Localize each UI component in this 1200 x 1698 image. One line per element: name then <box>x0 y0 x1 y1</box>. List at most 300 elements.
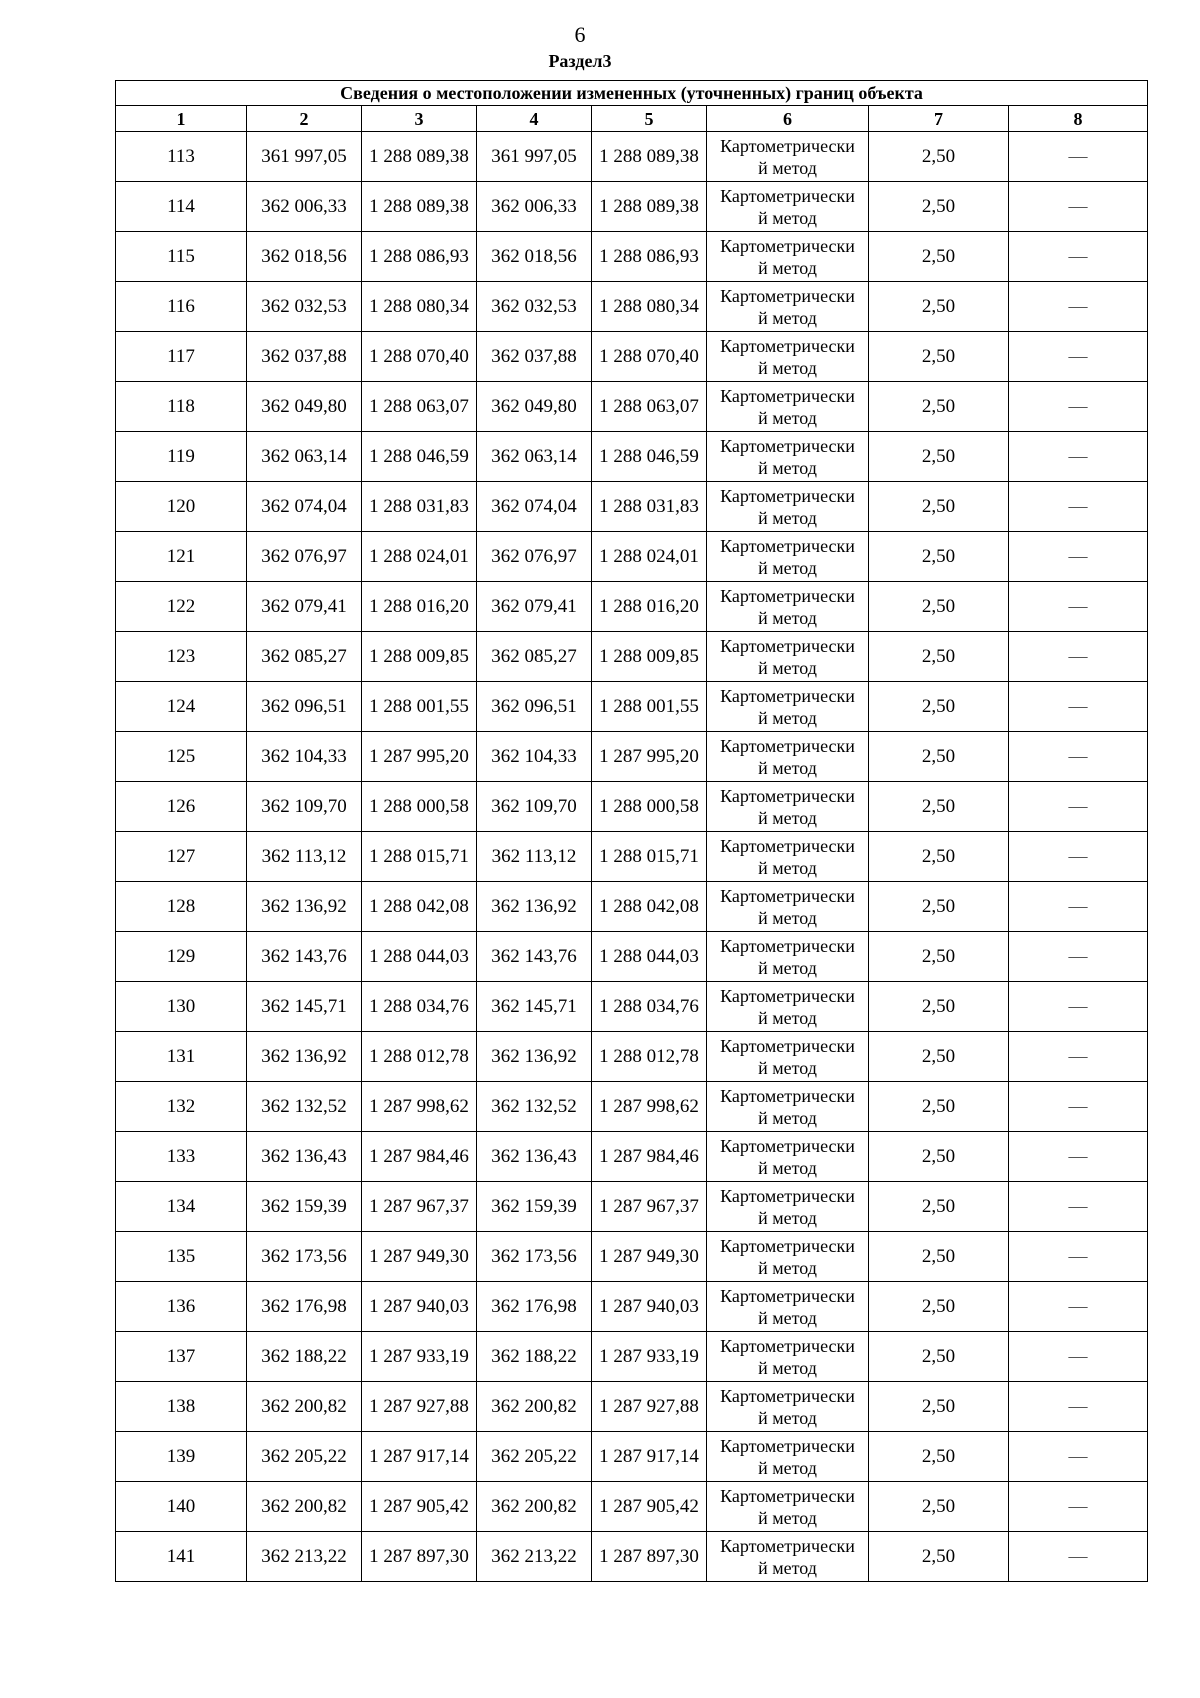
page-number: 6 <box>574 22 586 47</box>
table-row <box>116 532 1148 582</box>
note-cell: — <box>1009 732 1148 782</box>
method-line-1: Картометрически <box>720 1135 855 1156</box>
method-cell <box>707 232 869 282</box>
x-old-cell: 362 145,71 <box>247 982 362 1032</box>
method-line-1: Картометрически <box>720 235 855 256</box>
method-line-2: й метод <box>758 907 817 928</box>
x-old-cell: 362 188,22 <box>247 1332 362 1382</box>
point-number-cell: 130 <box>116 982 247 1032</box>
y-old-cell: 1 288 080,34 <box>362 282 477 332</box>
x-old-cell: 362 143,76 <box>247 932 362 982</box>
method-line-1: Картометрически <box>720 1285 855 1306</box>
table-caption: Сведения о местоположении измененных (уточненных) границ объекта <box>116 81 1148 106</box>
x-old-cell: 362 200,82 <box>247 1482 362 1532</box>
point-number-cell: 119 <box>116 432 247 482</box>
accuracy-cell: 2,50 <box>869 1082 1009 1132</box>
method-line-1: Картометрически <box>720 585 855 606</box>
x-new-cell: 362 049,80 <box>477 382 592 432</box>
x-old-cell: 362 173,56 <box>247 1232 362 1282</box>
method-line-2: й метод <box>758 307 817 328</box>
y-old-cell: 1 288 044,03 <box>362 932 477 982</box>
column-number: 3 <box>362 106 477 132</box>
y-new-cell: 1 287 949,30 <box>592 1232 707 1282</box>
column-numbers-row <box>116 106 1148 132</box>
method-line-2: й метод <box>758 757 817 778</box>
method-line-1: Картометрически <box>720 1485 855 1506</box>
y-new-cell: 1 288 015,71 <box>592 832 707 882</box>
method-cell <box>707 1282 869 1332</box>
note-cell: — <box>1009 1482 1148 1532</box>
note-cell: — <box>1009 1532 1148 1582</box>
method-line-1: Картометрически <box>720 735 855 756</box>
y-old-cell: 1 288 000,58 <box>362 782 477 832</box>
table-row <box>116 782 1148 832</box>
point-number-cell: 114 <box>116 182 247 232</box>
y-new-cell: 1 288 070,40 <box>592 332 707 382</box>
table-body <box>116 132 1148 1582</box>
point-number-cell: 139 <box>116 1432 247 1482</box>
method-line-1: Картометрически <box>720 335 855 356</box>
y-old-cell: 1 287 917,14 <box>362 1432 477 1482</box>
method-cell <box>707 482 869 532</box>
point-number-cell: 123 <box>116 632 247 682</box>
y-new-cell: 1 287 984,46 <box>592 1132 707 1182</box>
note-cell: — <box>1009 1232 1148 1282</box>
y-new-cell: 1 287 927,88 <box>592 1382 707 1432</box>
x-old-cell: 361 997,05 <box>247 132 362 182</box>
point-number-cell: 131 <box>116 1032 247 1082</box>
table-row <box>116 732 1148 782</box>
method-cell <box>707 1132 869 1182</box>
coordinates-table <box>115 80 1148 1582</box>
method-line-2: й метод <box>758 157 817 178</box>
note-cell: — <box>1009 832 1148 882</box>
point-number-cell: 127 <box>116 832 247 882</box>
point-number-cell: 138 <box>116 1382 247 1432</box>
x-new-cell: 362 176,98 <box>477 1282 592 1332</box>
x-old-cell: 362 037,88 <box>247 332 362 382</box>
note-cell: — <box>1009 532 1148 582</box>
x-new-cell: 362 173,56 <box>477 1232 592 1282</box>
x-new-cell: 362 063,14 <box>477 432 592 482</box>
point-number-cell: 113 <box>116 132 247 182</box>
y-old-cell: 1 288 089,38 <box>362 132 477 182</box>
accuracy-cell: 2,50 <box>869 932 1009 982</box>
table-row <box>116 282 1148 332</box>
note-cell: — <box>1009 682 1148 732</box>
x-new-cell: 362 200,82 <box>477 1382 592 1432</box>
accuracy-cell: 2,50 <box>869 882 1009 932</box>
x-old-cell: 362 006,33 <box>247 182 362 232</box>
table-row <box>116 1232 1148 1282</box>
accuracy-cell: 2,50 <box>869 832 1009 882</box>
method-line-1: Картометрически <box>720 785 855 806</box>
column-number: 8 <box>1009 106 1148 132</box>
y-new-cell: 1 288 000,58 <box>592 782 707 832</box>
y-old-cell: 1 287 949,30 <box>362 1232 477 1282</box>
method-line-2: й метод <box>758 1257 817 1278</box>
point-number-cell: 122 <box>116 582 247 632</box>
y-new-cell: 1 288 046,59 <box>592 432 707 482</box>
accuracy-cell: 2,50 <box>869 1482 1009 1532</box>
column-number: 4 <box>477 106 592 132</box>
method-cell <box>707 1182 869 1232</box>
accuracy-cell: 2,50 <box>869 1132 1009 1182</box>
note-cell: — <box>1009 382 1148 432</box>
method-cell <box>707 282 869 332</box>
y-old-cell: 1 287 933,19 <box>362 1332 477 1382</box>
x-new-cell: 362 145,71 <box>477 982 592 1032</box>
method-line-1: Картометрически <box>720 1435 855 1456</box>
x-new-cell: 362 006,33 <box>477 182 592 232</box>
y-new-cell: 1 287 998,62 <box>592 1082 707 1132</box>
y-old-cell: 1 288 089,38 <box>362 182 477 232</box>
y-old-cell: 1 288 070,40 <box>362 332 477 382</box>
method-line-1: Картометрически <box>720 1035 855 1056</box>
y-old-cell: 1 287 940,03 <box>362 1282 477 1332</box>
method-cell <box>707 1432 869 1482</box>
x-old-cell: 362 213,22 <box>247 1532 362 1582</box>
x-old-cell: 362 085,27 <box>247 632 362 682</box>
table-row <box>116 1182 1148 1232</box>
table-row <box>116 682 1148 732</box>
x-new-cell: 362 079,41 <box>477 582 592 632</box>
point-number-cell: 120 <box>116 482 247 532</box>
y-old-cell: 1 288 001,55 <box>362 682 477 732</box>
y-old-cell: 1 288 016,20 <box>362 582 477 632</box>
y-new-cell: 1 288 086,93 <box>592 232 707 282</box>
method-cell <box>707 432 869 482</box>
y-new-cell: 1 287 995,20 <box>592 732 707 782</box>
point-number-cell: 132 <box>116 1082 247 1132</box>
note-cell: — <box>1009 582 1148 632</box>
table-row <box>116 1432 1148 1482</box>
x-old-cell: 362 136,43 <box>247 1132 362 1182</box>
table-row <box>116 332 1148 382</box>
y-new-cell: 1 288 042,08 <box>592 882 707 932</box>
x-old-cell: 362 104,33 <box>247 732 362 782</box>
method-cell <box>707 1482 869 1532</box>
accuracy-cell: 2,50 <box>869 282 1009 332</box>
note-cell: — <box>1009 632 1148 682</box>
method-cell <box>707 932 869 982</box>
y-new-cell: 1 288 080,34 <box>592 282 707 332</box>
table-row <box>116 1282 1148 1332</box>
x-old-cell: 362 205,22 <box>247 1432 362 1482</box>
method-cell <box>707 382 869 432</box>
method-line-2: й метод <box>758 957 817 978</box>
y-old-cell: 1 287 984,46 <box>362 1132 477 1182</box>
y-new-cell: 1 288 034,76 <box>592 982 707 1032</box>
table-row <box>116 982 1148 1032</box>
y-old-cell: 1 287 998,62 <box>362 1082 477 1132</box>
point-number-cell: 135 <box>116 1232 247 1282</box>
method-cell <box>707 832 869 882</box>
method-cell <box>707 182 869 232</box>
method-line-2: й метод <box>758 1357 817 1378</box>
note-cell: — <box>1009 1032 1148 1082</box>
method-cell <box>707 532 869 582</box>
x-new-cell: 362 136,92 <box>477 882 592 932</box>
x-new-cell: 362 096,51 <box>477 682 592 732</box>
x-new-cell: 362 018,56 <box>477 232 592 282</box>
table-row <box>116 132 1148 182</box>
y-old-cell: 1 287 927,88 <box>362 1382 477 1432</box>
method-line-1: Картометрически <box>720 435 855 456</box>
method-line-1: Картометрически <box>720 135 855 156</box>
accuracy-cell: 2,50 <box>869 1232 1009 1282</box>
method-cell <box>707 1532 869 1582</box>
x-old-cell: 362 109,70 <box>247 782 362 832</box>
x-old-cell: 362 074,04 <box>247 482 362 532</box>
table-row <box>116 1132 1148 1182</box>
method-cell <box>707 632 869 682</box>
method-line-1: Картометрически <box>720 835 855 856</box>
x-old-cell: 362 049,80 <box>247 382 362 432</box>
table-row <box>116 1382 1148 1432</box>
note-cell: — <box>1009 882 1148 932</box>
method-cell <box>707 132 869 182</box>
x-new-cell: 362 136,43 <box>477 1132 592 1182</box>
point-number-cell: 129 <box>116 932 247 982</box>
accuracy-cell: 2,50 <box>869 582 1009 632</box>
accuracy-cell: 2,50 <box>869 632 1009 682</box>
method-line-2: й метод <box>758 657 817 678</box>
table-row <box>116 1532 1148 1582</box>
x-new-cell: 362 113,12 <box>477 832 592 882</box>
point-number-cell: 126 <box>116 782 247 832</box>
point-number-cell: 125 <box>116 732 247 782</box>
column-number: 6 <box>707 106 869 132</box>
method-line-2: й метод <box>758 1157 817 1178</box>
x-new-cell: 362 200,82 <box>477 1482 592 1532</box>
x-new-cell: 362 143,76 <box>477 932 592 982</box>
method-line-2: й метод <box>758 507 817 528</box>
accuracy-cell: 2,50 <box>869 682 1009 732</box>
method-line-2: й метод <box>758 1207 817 1228</box>
method-line-1: Картометрически <box>720 935 855 956</box>
note-cell: — <box>1009 182 1148 232</box>
method-cell <box>707 1082 869 1132</box>
method-cell <box>707 882 869 932</box>
method-line-1: Картометрически <box>720 635 855 656</box>
method-line-1: Картометрически <box>720 1385 855 1406</box>
method-line-2: й метод <box>758 207 817 228</box>
y-old-cell: 1 288 063,07 <box>362 382 477 432</box>
method-line-1: Картометрически <box>720 685 855 706</box>
y-old-cell: 1 288 015,71 <box>362 832 477 882</box>
method-cell <box>707 582 869 632</box>
note-cell: — <box>1009 332 1148 382</box>
method-cell <box>707 1332 869 1382</box>
x-old-cell: 362 032,53 <box>247 282 362 332</box>
y-old-cell: 1 288 042,08 <box>362 882 477 932</box>
method-line-1: Картометрически <box>720 1085 855 1106</box>
x-old-cell: 362 079,41 <box>247 582 362 632</box>
table-row <box>116 932 1148 982</box>
accuracy-cell: 2,50 <box>869 1282 1009 1332</box>
table-row <box>116 182 1148 232</box>
method-line-2: й метод <box>758 1457 817 1478</box>
column-number: 7 <box>869 106 1009 132</box>
x-new-cell: 362 104,33 <box>477 732 592 782</box>
method-line-2: й метод <box>758 1007 817 1028</box>
method-line-1: Картометрически <box>720 535 855 556</box>
x-new-cell: 362 159,39 <box>477 1182 592 1232</box>
point-number-cell: 121 <box>116 532 247 582</box>
method-line-2: й метод <box>758 1057 817 1078</box>
y-old-cell: 1 287 905,42 <box>362 1482 477 1532</box>
point-number-cell: 141 <box>116 1532 247 1582</box>
table-row <box>116 582 1148 632</box>
y-old-cell: 1 288 034,76 <box>362 982 477 1032</box>
x-new-cell: 362 037,88 <box>477 332 592 382</box>
point-number-cell: 134 <box>116 1182 247 1232</box>
method-cell <box>707 982 869 1032</box>
y-new-cell: 1 288 016,20 <box>592 582 707 632</box>
accuracy-cell: 2,50 <box>869 1382 1009 1432</box>
y-new-cell: 1 287 967,37 <box>592 1182 707 1232</box>
y-new-cell: 1 287 905,42 <box>592 1482 707 1532</box>
table-row <box>116 432 1148 482</box>
method-line-2: й метод <box>758 357 817 378</box>
y-new-cell: 1 287 917,14 <box>592 1432 707 1482</box>
note-cell: — <box>1009 982 1148 1032</box>
y-new-cell: 1 287 940,03 <box>592 1282 707 1332</box>
method-line-2: й метод <box>758 707 817 728</box>
accuracy-cell: 2,50 <box>869 1532 1009 1582</box>
method-cell <box>707 1232 869 1282</box>
x-old-cell: 362 096,51 <box>247 682 362 732</box>
point-number-cell: 115 <box>116 232 247 282</box>
table-row <box>116 1082 1148 1132</box>
note-cell: — <box>1009 1082 1148 1132</box>
method-line-1: Картометрически <box>720 1185 855 1206</box>
method-line-1: Картометрически <box>720 885 855 906</box>
x-new-cell: 362 205,22 <box>477 1432 592 1482</box>
x-new-cell: 362 136,92 <box>477 1032 592 1082</box>
method-cell <box>707 332 869 382</box>
y-new-cell: 1 287 933,19 <box>592 1332 707 1382</box>
x-new-cell: 362 188,22 <box>477 1332 592 1382</box>
method-line-1: Картометрически <box>720 385 855 406</box>
table-row <box>116 632 1148 682</box>
x-new-cell: 362 074,04 <box>477 482 592 532</box>
table-row <box>116 382 1148 432</box>
table-row <box>116 1482 1148 1532</box>
y-new-cell: 1 288 024,01 <box>592 532 707 582</box>
point-number-cell: 136 <box>116 1282 247 1332</box>
method-line-1: Картометрически <box>720 1535 855 1556</box>
y-old-cell: 1 288 009,85 <box>362 632 477 682</box>
x-old-cell: 362 200,82 <box>247 1382 362 1432</box>
x-old-cell: 362 159,39 <box>247 1182 362 1232</box>
note-cell: — <box>1009 482 1148 532</box>
point-number-cell: 140 <box>116 1482 247 1532</box>
method-line-1: Картометрически <box>720 485 855 506</box>
method-line-1: Картометрически <box>720 1235 855 1256</box>
note-cell: — <box>1009 232 1148 282</box>
method-line-1: Картометрически <box>720 185 855 206</box>
method-cell <box>707 1382 869 1432</box>
method-line-2: й метод <box>758 557 817 578</box>
y-new-cell: 1 287 897,30 <box>592 1532 707 1582</box>
accuracy-cell: 2,50 <box>869 1432 1009 1482</box>
accuracy-cell: 2,50 <box>869 432 1009 482</box>
method-line-2: й метод <box>758 1107 817 1128</box>
x-old-cell: 362 113,12 <box>247 832 362 882</box>
y-new-cell: 1 288 044,03 <box>592 932 707 982</box>
x-old-cell: 362 076,97 <box>247 532 362 582</box>
y-new-cell: 1 288 063,07 <box>592 382 707 432</box>
accuracy-cell: 2,50 <box>869 482 1009 532</box>
accuracy-cell: 2,50 <box>869 182 1009 232</box>
method-line-2: й метод <box>758 857 817 878</box>
method-cell <box>707 1032 869 1082</box>
note-cell: — <box>1009 1382 1148 1432</box>
column-number: 1 <box>116 106 247 132</box>
point-number-cell: 137 <box>116 1332 247 1382</box>
x-new-cell: 362 213,22 <box>477 1532 592 1582</box>
note-cell: — <box>1009 782 1148 832</box>
point-number-cell: 117 <box>116 332 247 382</box>
y-old-cell: 1 288 024,01 <box>362 532 477 582</box>
table-row <box>116 1032 1148 1082</box>
y-new-cell: 1 288 001,55 <box>592 682 707 732</box>
method-line-2: й метод <box>758 1557 817 1578</box>
point-number-cell: 116 <box>116 282 247 332</box>
x-old-cell: 362 136,92 <box>247 1032 362 1082</box>
coordinates-table-container <box>115 80 1147 1582</box>
method-line-1: Картометрически <box>720 285 855 306</box>
method-line-2: й метод <box>758 1507 817 1528</box>
y-old-cell: 1 287 967,37 <box>362 1182 477 1232</box>
method-cell <box>707 682 869 732</box>
method-cell <box>707 782 869 832</box>
accuracy-cell: 2,50 <box>869 982 1009 1032</box>
y-new-cell: 1 288 031,83 <box>592 482 707 532</box>
x-new-cell: 362 109,70 <box>477 782 592 832</box>
column-number: 2 <box>247 106 362 132</box>
y-old-cell: 1 288 046,59 <box>362 432 477 482</box>
accuracy-cell: 2,50 <box>869 332 1009 382</box>
x-old-cell: 362 136,92 <box>247 882 362 932</box>
table-row <box>116 832 1148 882</box>
section-title: Раздел3 <box>548 51 612 71</box>
method-line-2: й метод <box>758 457 817 478</box>
method-line-2: й метод <box>758 407 817 428</box>
note-cell: — <box>1009 132 1148 182</box>
accuracy-cell: 2,50 <box>869 132 1009 182</box>
x-new-cell: 361 997,05 <box>477 132 592 182</box>
method-line-1: Картометрически <box>720 1335 855 1356</box>
method-line-2: й метод <box>758 607 817 628</box>
x-old-cell: 362 176,98 <box>247 1282 362 1332</box>
y-new-cell: 1 288 089,38 <box>592 132 707 182</box>
note-cell: — <box>1009 1432 1148 1482</box>
column-number: 5 <box>592 106 707 132</box>
y-old-cell: 1 287 995,20 <box>362 732 477 782</box>
accuracy-cell: 2,50 <box>869 382 1009 432</box>
x-old-cell: 362 018,56 <box>247 232 362 282</box>
note-cell: — <box>1009 1332 1148 1382</box>
point-number-cell: 128 <box>116 882 247 932</box>
method-cell <box>707 732 869 782</box>
table-row <box>116 232 1148 282</box>
note-cell: — <box>1009 1132 1148 1182</box>
method-line-1: Картометрически <box>720 985 855 1006</box>
y-old-cell: 1 288 086,93 <box>362 232 477 282</box>
